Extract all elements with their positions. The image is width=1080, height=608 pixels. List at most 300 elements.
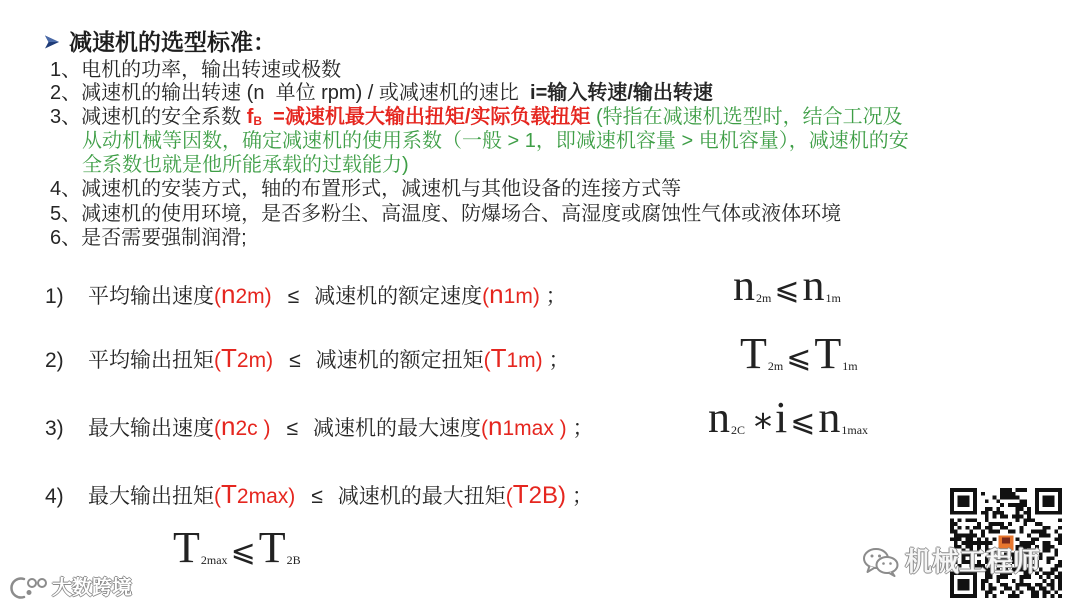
qr-module <box>1020 499 1024 503</box>
formula-rhs-subscript: 1m <box>825 291 841 305</box>
qr-module <box>1012 515 1016 519</box>
qr-module <box>1058 560 1062 564</box>
qr-module <box>989 507 993 511</box>
qr-module <box>1012 492 1016 496</box>
qr-module <box>992 496 996 500</box>
condition-rhs-variable <box>481 411 567 441</box>
condition-4 <box>45 478 593 510</box>
formula-lhs-subscript: 2C <box>731 423 746 437</box>
qr-module <box>1054 537 1058 541</box>
qr-module <box>1035 537 1039 541</box>
condition-rhs-label: 减速机的最大速度 <box>313 417 482 440</box>
variable-symbol: T <box>512 479 529 509</box>
qr-module <box>1035 590 1039 594</box>
qr-module <box>1020 526 1024 530</box>
qr-module <box>1020 488 1024 492</box>
qr-module <box>973 518 977 522</box>
qr-module <box>1023 488 1027 492</box>
qr-module <box>954 537 958 541</box>
qr-module <box>1043 549 1047 553</box>
qr-module <box>1016 587 1020 591</box>
wechat-icon <box>862 546 900 578</box>
qr-module <box>996 507 1000 511</box>
condition-end: ； <box>539 285 567 308</box>
qr-module <box>1020 515 1024 519</box>
qr-module <box>1016 583 1020 587</box>
condition-operator: ≤ <box>287 285 300 308</box>
qr-module <box>981 579 985 583</box>
qr-module <box>1050 545 1054 549</box>
criterion-6: 6、是否需要强制润滑; <box>50 227 247 249</box>
qr-module <box>1004 515 1008 519</box>
qr-module <box>1027 583 1031 587</box>
qr-module <box>1008 587 1012 591</box>
qr-module <box>1016 518 1020 522</box>
qr-module <box>1016 511 1020 515</box>
qr-module <box>1004 488 1008 492</box>
qr-module <box>989 530 993 534</box>
qr-module <box>1027 511 1031 515</box>
qr-module <box>985 518 989 522</box>
qr-module <box>950 530 954 534</box>
condition-number: 2) <box>45 349 64 372</box>
qr-module <box>989 587 993 591</box>
qr-module <box>1050 571 1054 575</box>
qr-module <box>977 526 981 530</box>
qr-module <box>1047 571 1051 575</box>
qr-module <box>1050 583 1054 587</box>
qr-module <box>1012 496 1016 500</box>
qr-module <box>1004 526 1008 530</box>
condition-lhs-label: 平均输出速度 <box>88 285 214 308</box>
qr-module <box>1016 503 1020 507</box>
qr-module <box>973 526 977 530</box>
qr-module <box>1016 594 1020 598</box>
condition-end: ； <box>566 417 594 440</box>
criterion-3 <box>50 105 903 129</box>
qr-module <box>1050 568 1054 572</box>
formula-operator: ⩽ <box>230 534 256 569</box>
qr-module <box>1058 541 1062 545</box>
safety-factor-subscript: B <box>253 114 263 128</box>
formula-rhs-subscript: 1max <box>841 423 869 437</box>
condition-operator: ≤ <box>286 417 299 440</box>
qr-module <box>958 534 962 538</box>
variable-suffix: 2m) <box>236 349 274 372</box>
qr-module <box>1054 568 1058 572</box>
qr-module <box>1047 534 1051 538</box>
qr-module <box>1050 556 1054 560</box>
qr-module <box>1043 545 1047 549</box>
qr-module <box>1047 545 1051 549</box>
qr-module <box>1020 590 1024 594</box>
qr-module <box>981 492 985 496</box>
formula-rhs: n <box>818 393 841 442</box>
qr-module <box>1043 530 1047 534</box>
safety-factor-definition: =减速机最大输出扭矩/实际负载扭矩 <box>262 106 591 128</box>
qr-module <box>1054 590 1058 594</box>
condition-lhs-label: 平均输出扭矩 <box>88 349 214 372</box>
title-text: 减速机的选型标准： <box>69 29 276 55</box>
safety-factor-symbol: f <box>246 106 254 128</box>
formula-lhs: T <box>740 329 767 378</box>
variable-open: ( <box>214 285 221 308</box>
variable-open: ( <box>481 417 489 440</box>
condition-lhs-label: 最大输出扭矩 <box>88 485 214 508</box>
qr-module <box>985 579 989 583</box>
formula-lhs: n <box>733 261 755 310</box>
qr-module <box>1012 594 1016 598</box>
qr-module <box>1058 575 1062 579</box>
qr-module <box>1023 503 1027 507</box>
condition-1 <box>45 278 567 310</box>
qr-module <box>965 534 969 538</box>
formula-4 <box>173 523 301 573</box>
condition-lhs-variable <box>214 343 274 373</box>
safety-factor-note-line-1: (特指在减速机选型时，结合工况及 <box>590 106 903 128</box>
variable-open: ( <box>214 417 221 440</box>
qr-module <box>1043 590 1047 594</box>
qr-module <box>1004 492 1008 496</box>
qr-module <box>1031 518 1035 522</box>
qr-module <box>1058 534 1062 538</box>
qr-module <box>1027 534 1031 538</box>
qr-module <box>1054 549 1058 553</box>
qr-module <box>1004 496 1008 500</box>
qr-module <box>1000 503 1004 507</box>
variable-open: ( <box>483 349 491 372</box>
variable-suffix: 2c ) <box>235 417 271 440</box>
qr-module <box>1058 564 1062 568</box>
qr-module <box>992 511 996 515</box>
qr-module <box>1000 526 1004 530</box>
qr-module <box>1027 507 1031 511</box>
qr-module <box>1047 556 1051 560</box>
qr-module <box>950 518 954 522</box>
qr-module <box>981 511 985 515</box>
qr-module <box>1016 496 1020 500</box>
qr-module <box>992 522 996 526</box>
qr-module <box>1047 583 1051 587</box>
qr-module <box>973 534 977 538</box>
qr-module <box>1012 579 1016 583</box>
qr-module <box>992 594 996 598</box>
qr-module <box>1050 579 1054 583</box>
qr-module <box>954 522 958 526</box>
qr-module <box>985 499 989 503</box>
condition-operator: ≤ <box>311 485 323 508</box>
condition-rhs-variable <box>482 279 540 309</box>
qr-module <box>1043 534 1047 538</box>
condition-2 <box>45 342 570 374</box>
qr-module <box>1008 488 1012 492</box>
qr-module <box>958 518 962 522</box>
formula-rhs: n <box>802 261 825 310</box>
qr-module <box>1047 560 1051 564</box>
qr-module <box>1012 530 1016 534</box>
qr-module <box>985 537 989 541</box>
qr-module <box>969 537 973 541</box>
qr-module <box>1047 575 1051 579</box>
formula-rhs-subscript: 2B <box>286 553 301 567</box>
qr-module <box>1058 587 1062 591</box>
variable-symbol: T <box>221 479 237 509</box>
variable-symbol: n <box>221 279 236 309</box>
formula-2 <box>740 329 858 379</box>
qr-module <box>1047 590 1051 594</box>
arrow-bullet-icon <box>44 34 60 50</box>
condition-number: 1) <box>45 285 64 308</box>
variable-open: ( <box>482 285 490 308</box>
qr-module <box>1047 549 1051 553</box>
variable-symbol: T <box>221 343 237 373</box>
qr-module <box>950 522 954 526</box>
qr-code <box>950 488 1062 598</box>
formula-operator: ⩽ <box>790 404 816 439</box>
qr-module <box>1020 503 1024 507</box>
condition-rhs-label: 减速机的最大扭矩 <box>337 485 506 508</box>
qr-module <box>1035 594 1039 598</box>
criterion-5: 5、减速机的使用环境，是否多粉尘、高温度、防爆场合、高湿度或腐蚀性气体或液体环境 <box>50 203 842 225</box>
qr-module <box>1004 587 1008 591</box>
qr-module <box>985 526 989 530</box>
variable-symbol: T <box>490 343 507 373</box>
qr-module <box>1027 518 1031 522</box>
qr-module <box>958 496 970 507</box>
formula-rhs-subscript: 1m <box>842 359 858 373</box>
formula-ratio: i <box>775 393 788 442</box>
safety-factor <box>247 106 591 128</box>
qr-module <box>981 530 985 534</box>
qr-module <box>985 507 989 511</box>
qr-module <box>992 587 996 591</box>
qr-module <box>1000 583 1004 587</box>
criterion-1: 1、电机的功率，输出转速或极数 <box>50 59 342 81</box>
variable-suffix: 2B) <box>528 482 567 509</box>
qr-module <box>977 522 981 526</box>
qr-module <box>1058 537 1062 541</box>
qr-module <box>1002 537 1010 543</box>
qr-module <box>969 530 973 534</box>
qr-module <box>958 579 970 590</box>
qr-module <box>1000 488 1004 492</box>
slide-title <box>44 27 276 57</box>
qr-module <box>1035 522 1039 526</box>
qr-module <box>1039 530 1043 534</box>
qr-module <box>1054 530 1058 534</box>
qr-module <box>1023 511 1027 515</box>
variable-suffix: 1m) <box>506 349 543 372</box>
variable-suffix: 2m) <box>235 285 272 308</box>
formula-lhs-subscript: 2max <box>200 553 228 567</box>
qr-module <box>1043 579 1047 583</box>
variable-suffix: 2max) <box>236 485 296 508</box>
formula-rhs: T <box>814 329 842 378</box>
safety-factor-note-line-3: 全系数也就是他所能承载的过载能力) <box>82 154 409 176</box>
qr-module <box>1008 503 1012 507</box>
qr-module <box>965 537 969 541</box>
variable-symbol: n <box>488 411 503 441</box>
qr-module <box>954 530 958 534</box>
formula-operator: ⩽ <box>774 272 800 307</box>
condition-lhs-variable <box>214 479 296 509</box>
condition-number: 4) <box>45 485 64 508</box>
qr-module <box>1016 507 1020 511</box>
qr-module <box>985 590 989 594</box>
qr-module <box>1020 530 1024 534</box>
qr-module <box>1047 541 1051 545</box>
qr-module <box>962 534 966 538</box>
qr-module <box>1043 594 1047 598</box>
qr-module <box>1031 590 1035 594</box>
speed-ratio-formula: i=输入转速/输出转速 <box>530 82 713 104</box>
qr-module <box>1004 583 1008 587</box>
qr-module <box>996 499 1000 503</box>
qr-module <box>1012 590 1016 594</box>
watermark-account-text: 机械工程师 <box>905 547 1040 577</box>
variable-symbol: n <box>489 279 504 309</box>
variable-symbol: n <box>221 411 236 441</box>
condition-end: ； <box>542 349 570 372</box>
condition-operator: ≤ <box>289 349 301 372</box>
watermark-brand-text: 大数跨境 <box>52 577 132 599</box>
condition-number: 3) <box>45 417 64 440</box>
qr-module <box>996 579 1000 583</box>
qr-module <box>1012 503 1016 507</box>
qr-module <box>989 590 993 594</box>
qr-module <box>1031 530 1035 534</box>
qr-module <box>1058 571 1062 575</box>
condition-lhs-variable <box>214 279 272 309</box>
qr-module <box>1016 488 1020 492</box>
qr-module <box>1008 594 1012 598</box>
qr-module <box>1027 515 1031 519</box>
qr-module <box>989 526 993 530</box>
qr-module <box>992 537 996 541</box>
qr-module <box>1050 594 1054 598</box>
qr-module <box>1039 522 1043 526</box>
qr-module <box>1039 583 1043 587</box>
qr-module <box>1008 522 1012 526</box>
qr-module <box>1023 583 1027 587</box>
qr-module <box>1000 492 1004 496</box>
formula-operator: ⩽ <box>786 340 812 375</box>
qr-module <box>1020 579 1024 583</box>
variable-suffix: 1m) <box>503 285 540 308</box>
qr-module <box>1058 594 1062 598</box>
qr-module <box>1043 571 1047 575</box>
qr-module <box>950 526 954 530</box>
safety-factor-note-line-2: 从动机械等因数，确定减速机的使用系数（一般 > 1，即减速机容量 > 电机容量），减速机的安 <box>82 130 909 152</box>
qr-module <box>965 526 969 530</box>
condition-rhs-label: 减速机的额定速度 <box>314 285 483 308</box>
qr-module <box>1008 496 1012 500</box>
qr-module <box>954 534 958 538</box>
qr-module <box>1023 518 1027 522</box>
qr-module <box>958 526 962 530</box>
qr-module <box>1043 526 1047 530</box>
qr-module <box>1000 590 1004 594</box>
qr-module <box>1058 518 1062 522</box>
qr-module <box>985 594 989 598</box>
qr-module <box>1020 583 1024 587</box>
qr-module <box>1016 515 1020 519</box>
qr-module <box>1000 496 1004 500</box>
qr-module <box>1054 575 1058 579</box>
qr-module <box>989 522 993 526</box>
variable-suffix: 1max ) <box>502 417 567 440</box>
qr-module <box>977 537 981 541</box>
formula-1 <box>733 261 841 311</box>
condition-lhs-variable <box>214 411 271 441</box>
qr-module <box>950 537 954 541</box>
condition-rhs-label: 减速机的额定扭矩 <box>315 349 484 372</box>
variable-open: ( <box>214 349 221 372</box>
qr-module <box>1020 507 1024 511</box>
qr-module <box>1031 594 1035 598</box>
qr-module <box>1016 537 1020 541</box>
qr-module <box>1008 530 1012 534</box>
criterion-2-text: 2、减速机的输出转速 (n 单位 rpm) / 或减速机的速比 <box>50 82 531 104</box>
qr-module <box>996 530 1000 534</box>
qr-module <box>1023 522 1027 526</box>
qr-module <box>1050 587 1054 591</box>
qr-module <box>1054 564 1058 568</box>
condition-rhs-variable <box>505 479 567 509</box>
qr-module <box>1031 537 1035 541</box>
qr-module <box>1058 583 1062 587</box>
qr-module <box>985 511 989 515</box>
qr-module <box>989 583 993 587</box>
variable-open: ( <box>505 485 513 508</box>
condition-3 <box>45 410 594 442</box>
qr-module <box>1000 511 1004 515</box>
condition-lhs-label: 最大输出速度 <box>88 417 214 440</box>
qr-module <box>1043 587 1047 591</box>
qr-module <box>1054 552 1058 556</box>
qr-module <box>992 515 996 519</box>
qr-module <box>1035 530 1039 534</box>
qr-module <box>992 530 996 534</box>
criterion-2 <box>50 81 713 105</box>
qr-module <box>1000 515 1004 519</box>
qr-module <box>1039 587 1043 591</box>
qr-module <box>1023 499 1027 503</box>
qr-module <box>1047 526 1051 530</box>
qr-module <box>996 522 1000 526</box>
qr-module <box>985 515 989 519</box>
qr-module <box>969 518 973 522</box>
formula-3 <box>708 393 869 448</box>
qr-module <box>965 518 969 522</box>
qr-module <box>1000 522 1004 526</box>
qr-module <box>1031 587 1035 591</box>
qr-module <box>981 587 985 591</box>
qr-module <box>1008 492 1012 496</box>
formula-multiply: * <box>754 407 773 448</box>
condition-rhs-variable <box>483 343 543 373</box>
qr-module <box>969 534 973 538</box>
qr-module <box>1058 579 1062 583</box>
brand-logo <box>8 574 52 602</box>
qr-module <box>1043 496 1055 507</box>
qr-module <box>1039 534 1043 538</box>
qr-module <box>996 511 1000 515</box>
qr-module <box>958 537 962 541</box>
criterion-4: 4、减速机的安装方式，轴的布置形式，减速机与其他设备的连接方式等 <box>50 178 682 200</box>
qr-module <box>1043 541 1047 545</box>
formula-lhs-subscript: 2m <box>756 291 772 305</box>
